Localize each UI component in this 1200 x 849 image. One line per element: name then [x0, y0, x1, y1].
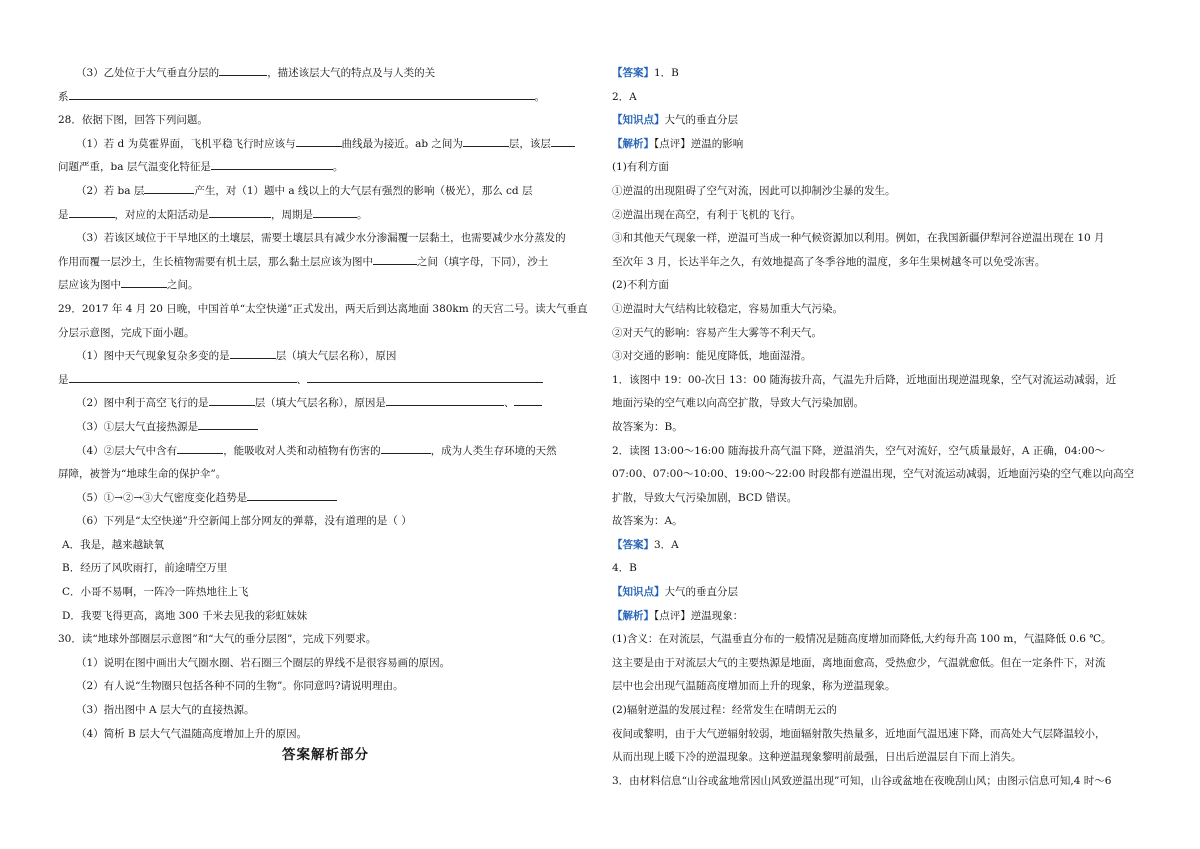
answer-text: ①逆温时大气结构比较稳定，容易加重大气污染。	[612, 302, 843, 315]
answer-line	[612, 487, 1152, 511]
answer-line	[612, 86, 1152, 110]
answer-line	[612, 345, 1152, 369]
answer-line	[612, 605, 1152, 629]
answer-blank[interactable]	[209, 206, 271, 218]
answer-blank[interactable]	[121, 276, 167, 288]
answer-blank[interactable]	[209, 394, 255, 406]
answer-text: 2．读图 13:00～16:00 随海拔升高气温下降，逆温消失，空气对流好，空气质量最好，A 正确，04:00～	[612, 444, 1106, 457]
answer-line	[612, 322, 1152, 346]
option-b[interactable]: B．经历了风吹雨打，前途晴空万里	[62, 562, 228, 575]
q29-p1a: （1）图中天气现象复杂多变的是 层（填大气层名称），原因	[58, 345, 593, 369]
answer-text: 故答案为：B。	[612, 420, 683, 433]
answer-text: 2．A	[612, 90, 637, 103]
answer-blank[interactable]	[307, 371, 543, 383]
answer-line	[612, 581, 1152, 605]
answer-text: 至次年 3 月，长达半年之久，有效地提高了冬季谷地的温度，多年生果树越冬可以免受冻害。	[612, 255, 1046, 268]
answer-tag: 【知识点】	[612, 114, 665, 127]
answer-blank[interactable]	[219, 64, 267, 76]
q29-p6: （6）下列是“太空快递”升空新闻上部分网友的弹幕，没有道理的是（ ）	[76, 515, 412, 528]
q30-stem: 30．读“地球外部圈层示意图”和“大气的垂分层图”，完成下列要求。	[58, 633, 377, 646]
answer-line	[612, 557, 1152, 581]
answer-text: (1)含义：在对流层，气温垂直分布的一般情况是随高度增加而降低,大约每升高 100 m，气温降低 0.6 ℃。	[612, 633, 1112, 646]
answer-line	[612, 440, 1152, 464]
answer-text: 3．A	[654, 538, 679, 551]
q28-p2b: 是 ，对应的太阳活动是 ，周期是 。	[58, 204, 593, 228]
q27-3-line1: （3）乙处位于大气垂直分层的 ，描述该层大气的特点及与人类的关	[58, 62, 593, 86]
answer-blank[interactable]	[211, 158, 333, 170]
answer-line	[612, 746, 1152, 770]
answer-line	[612, 204, 1152, 228]
q28-p1: （1）若 d 为莫霍界面，飞机平稳飞行时应该与 曲线最为接近。ab 之间为 层，该层	[58, 133, 593, 157]
answer-text: 1．该图中 19：00-次日 13：00 随海拔升高，气温先升后降，近地面出现逆温现象，空气对流运动减弱，近	[612, 373, 1117, 386]
answer-blank[interactable]	[69, 371, 297, 383]
option-a[interactable]: A．我是，越来越缺氧	[62, 538, 165, 551]
answer-blank[interactable]	[247, 489, 337, 501]
answer-blank[interactable]	[198, 418, 258, 430]
answer-blank[interactable]	[177, 442, 223, 454]
answer-line	[612, 156, 1152, 180]
q30-p2: （2）有人说“生物圈只包括各种不同的生物”。你同意吗?请说明理由。	[76, 680, 404, 693]
answer-line	[612, 251, 1152, 275]
answer-line	[612, 274, 1152, 298]
answer-text: ①逆温的出现阻碍了空气对流，因此可以抑制沙尘暴的发生。	[612, 184, 896, 197]
answer-blank[interactable]	[463, 135, 509, 147]
q28-p1b: 问题严重，ba 层气温变化特征是 。	[58, 156, 593, 180]
q28-p2: （2）若 ba 层 产生，对（1）题中 a 线以上的大气层有强烈的影响（极光），那么 cd 层	[58, 180, 593, 204]
answer-text: 大气的垂直分层	[664, 586, 738, 599]
answer-blank[interactable]	[230, 347, 276, 359]
q29-p1b: 是 、	[58, 369, 593, 393]
answer-text: (2)辐射逆温的发展过程：经常发生在晴朗无云的	[612, 704, 837, 717]
answer-tag: 【答案】	[612, 67, 654, 79]
answer-line	[612, 109, 1152, 133]
answer-blank[interactable]	[144, 182, 194, 194]
q28-p3b: 作用而覆一层沙土，生长植物需要有机土层，那么黏土层应该为图中 之间（填字母，下同），沙土	[58, 251, 593, 275]
answer-text: ③和其他天气现象一样，逆温可当成一种气候资源加以利用。例如，在我国新疆伊犁河谷逆温出现在 10 月	[612, 232, 1105, 245]
answer-text: 从而出现上暖下冷的逆温现象。这种逆温现象黎明前最强，日出后逆温层自下而上消失。	[612, 751, 1022, 764]
answer-line	[612, 463, 1152, 487]
answer-text: 这主要是由于对流层大气的主要热源是地面，离地面愈高，受热愈少，气温就愈低。但在一定条件下，对流	[612, 656, 1106, 669]
q28-p3d: 层应该为图中 之间。	[58, 274, 593, 298]
q29-p5: （5）①→②→③大气密度变化趋势是	[58, 487, 593, 511]
answer-tag: 【解析】	[612, 137, 654, 150]
left-column	[58, 62, 593, 746]
answer-line	[612, 227, 1152, 251]
answer-line	[612, 770, 1152, 794]
q29-stem2: 分层示意图，完成下面小题。	[58, 326, 195, 339]
answer-text: (2)不利方面	[612, 279, 669, 292]
answer-text: 扩散，导致大气污染加剧，BCD 错误。	[612, 491, 798, 504]
answer-blank[interactable]	[551, 135, 575, 147]
answer-line	[612, 652, 1152, 676]
answer-text: 【点评】逆温现象：	[654, 609, 744, 622]
q29-p4b: 屏障，被誉为“地球生命的保护伞”。	[58, 468, 227, 481]
answer-text: ②逆温出现在高空，有利于飞机的飞行。	[612, 208, 801, 221]
q30-p1: （1）说明在图中画出大气圈水圈、岩石圈三个圈层的界线不是很容易画的原因。	[76, 656, 451, 669]
answer-line	[612, 133, 1152, 157]
answer-text: 4．B	[612, 562, 637, 575]
q30-p4: （4）简析 B 层大气气温随高度增加上升的原因。	[76, 727, 308, 740]
answer-text: (1)有利方面	[612, 161, 669, 174]
answer-blank[interactable]	[69, 88, 535, 100]
q29-p4: （4）②层大气中含有 ，能吸收对人类和动植物有伤害的 ，成为人类生存环境的天然	[58, 440, 593, 464]
answer-text: 故答案为：A。	[612, 515, 683, 528]
option-d[interactable]: D．我要飞得更高，离地 300 千米去见我的彩虹妹妹	[62, 609, 308, 622]
answer-text: ③对交通的影响：能见度降低，地面湿滑。	[612, 350, 812, 363]
answer-line	[612, 369, 1152, 393]
answer-line	[612, 416, 1152, 440]
answer-line	[612, 180, 1152, 204]
q29-stem1: 29．2017 年 4 月 20 日晚，中国首单“太空快递”正式发出，两天后到达离地面 380km 的天宫二号。读大气垂直	[58, 302, 588, 315]
answer-text: ②对天气的影响：容易产生大雾等不利天气。	[612, 326, 822, 339]
q27-3-line2: 系 。	[58, 86, 593, 110]
answer-text: 大气的垂直分层	[664, 114, 738, 127]
answer-text: 3．由材料信息“山谷或盆地常因山风致逆温出现”可知，山谷或盆地在夜晚刮山风；由图示信息可知,4 时～6	[612, 774, 1112, 787]
answer-line	[612, 675, 1152, 699]
answer-text: 07:00、07:00～10:00、19:00～22:00 时段都有逆温出现，空气对流运动减弱，近地面污染的空气难以向高空	[612, 468, 1135, 481]
answer-line	[612, 392, 1152, 416]
answer-line	[612, 510, 1152, 534]
right-column	[612, 62, 1152, 793]
q28-p3: （3）若该区域位于干旱地区的土壤层，需要土壤层具有减少水分渗漏覆一层黏土，也需要减少水分蒸发的	[76, 232, 566, 245]
answer-blank[interactable]	[296, 135, 342, 147]
answer-blank[interactable]	[381, 442, 431, 454]
q29-p2: （2）图中利于高空飞行的是 层（填大气层名称），原因是 、	[58, 392, 593, 416]
answer-line	[612, 534, 1152, 558]
q28-stem: 28．依据下图，回答下列问题。	[58, 114, 208, 127]
answer-blank[interactable]	[386, 394, 504, 406]
answer-text: 1．B	[654, 67, 679, 79]
answer-text: 地面污染的空气难以向高空扩散，导致大气污染加剧。	[612, 397, 864, 410]
answer-line	[612, 699, 1152, 723]
answer-line	[612, 723, 1152, 747]
answer-blank[interactable]	[69, 206, 115, 218]
option-c[interactable]: C．小哥不易啊，一阵冷一阵热地往上飞	[62, 586, 249, 599]
answer-tag: 【知识点】	[612, 586, 665, 599]
answer-blank[interactable]	[514, 394, 542, 406]
answer-text: 【点评】逆温的影响	[654, 137, 744, 150]
answer-text: 夜间或黎明，由于大气逆辐射较弱，地面辐射散失热量多，近地面气温迅速下降，而高处大气层降温较小，	[612, 727, 1106, 740]
answer-text: 层中也会出现气温随高度增加而上升的现象，称为逆温现象。	[612, 680, 896, 693]
section-heading: 答案解析部分	[282, 747, 369, 763]
q30-p3: （3）指出图中 A 层大气的直接热源。	[76, 704, 255, 717]
answer-line	[612, 298, 1152, 322]
answer-tag: 【答案】	[612, 538, 654, 551]
answer-line	[612, 62, 1152, 86]
answer-line	[612, 628, 1152, 652]
answer-tag: 【解析】	[612, 609, 654, 622]
q29-p3: （3）①层大气直接热源是	[58, 416, 593, 440]
answer-blank[interactable]	[373, 253, 417, 265]
answer-blank[interactable]	[313, 206, 357, 218]
